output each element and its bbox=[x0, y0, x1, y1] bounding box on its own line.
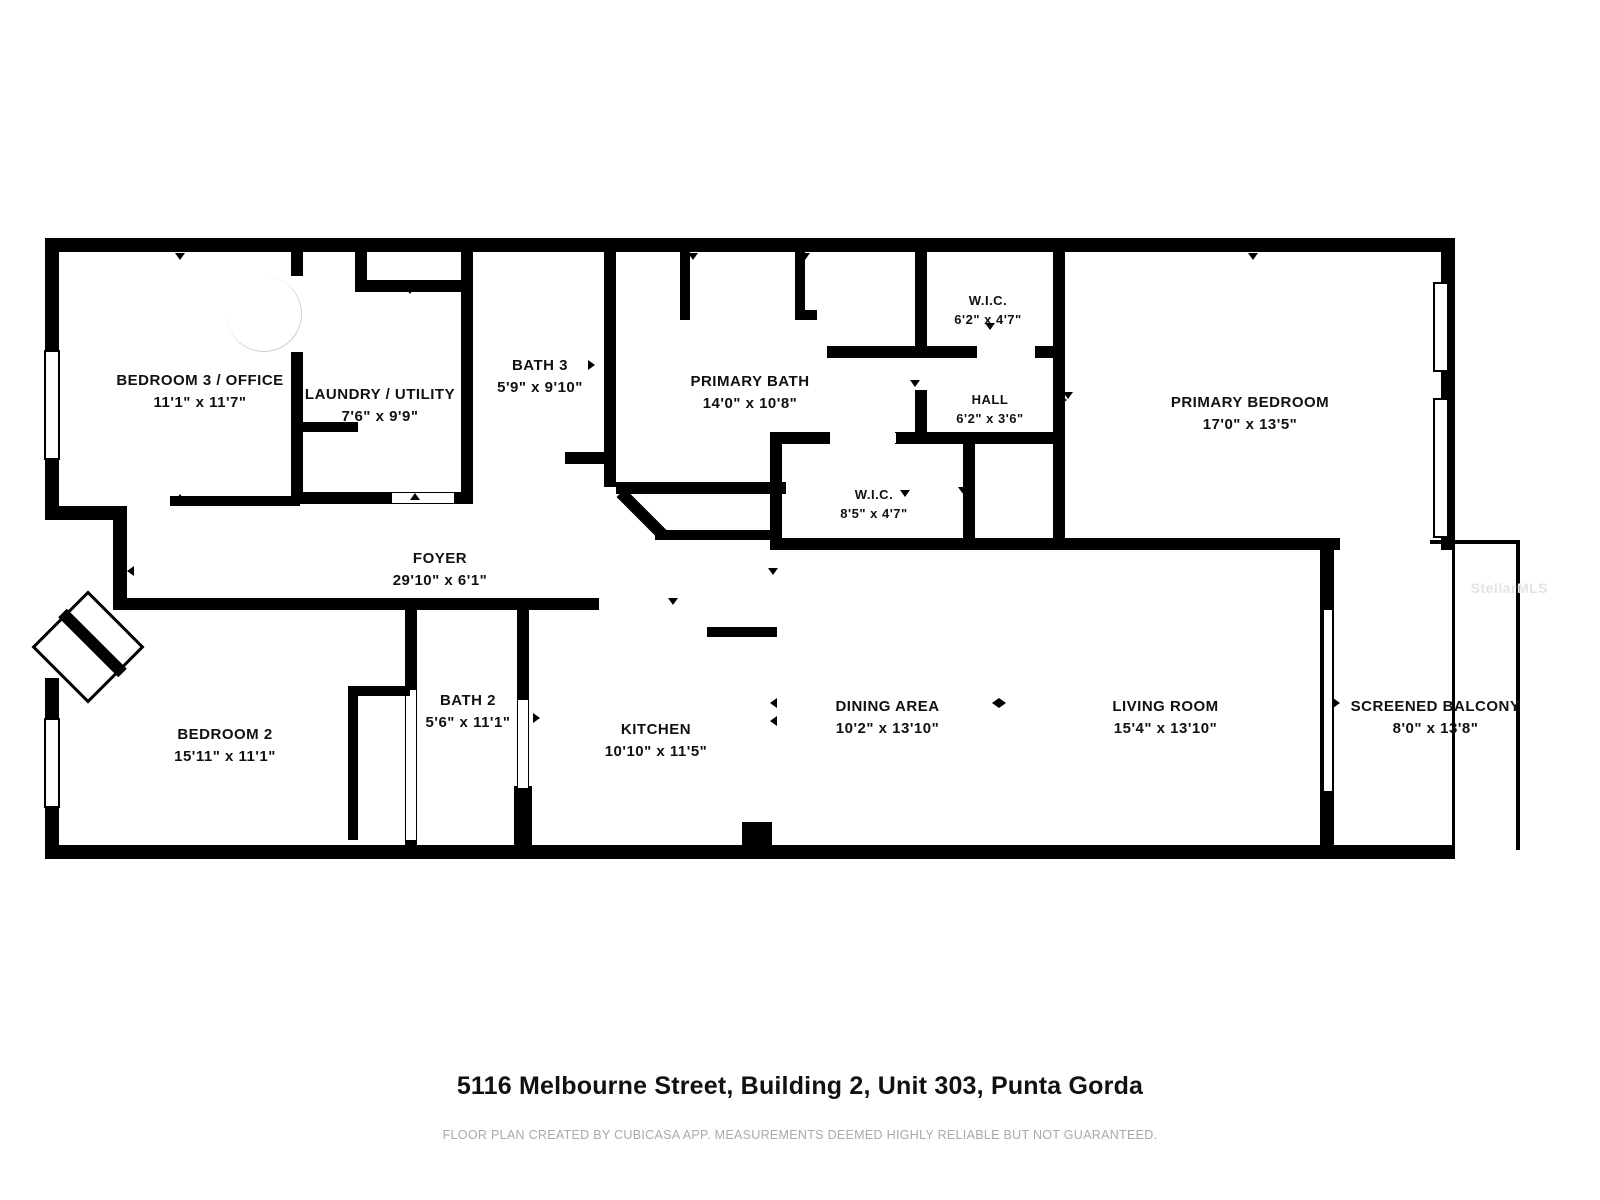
wall-hall-bottom bbox=[895, 432, 1065, 444]
page-title: 5116 Melbourne Street, Building 2, Unit 303, Punta Gorda bbox=[456, 1072, 1144, 1100]
room-dims: 15'11" x 11'1" bbox=[174, 747, 276, 765]
kitchen-pillar bbox=[742, 822, 772, 858]
room-label-bath-3 bbox=[440, 355, 640, 399]
window-bedroom2-left bbox=[44, 718, 60, 808]
tick-arrow bbox=[1430, 845, 1440, 852]
tick-arrow bbox=[668, 598, 678, 605]
tick-arrow bbox=[992, 698, 999, 708]
window-primary-bedroom-right-2 bbox=[1433, 398, 1449, 538]
watermark: StellarMLS bbox=[1470, 580, 1548, 596]
room-label-primary-bath bbox=[650, 371, 850, 415]
room-label-screened-balcony bbox=[1338, 696, 1533, 740]
tick-arrow bbox=[768, 568, 778, 575]
wall-foyer-top bbox=[489, 598, 599, 610]
room-name: LAUNDRY / UTILITY bbox=[304, 386, 456, 403]
room-name: FOYER bbox=[412, 550, 468, 567]
tick-arrow bbox=[405, 287, 415, 294]
wall-primarybath-bottom bbox=[616, 482, 786, 494]
room-dims: 29'10" x 6'1" bbox=[392, 571, 488, 589]
room-dims: 6'2" x 3'6" bbox=[956, 410, 1024, 426]
room-dims: 17'0" x 13'5" bbox=[1202, 415, 1298, 433]
tick-arrow bbox=[302, 600, 312, 607]
room-name: PRIMARY BEDROOM bbox=[1170, 394, 1330, 411]
wall-primarybath-stub-1 bbox=[680, 252, 690, 320]
room-dims: 14'0" x 10'8" bbox=[702, 394, 798, 412]
room-dims: 5'6" x 11'1" bbox=[425, 713, 511, 731]
room-dims: 7'6" x 9'9" bbox=[341, 407, 419, 425]
room-dims: 6'2" x 4'7" bbox=[954, 311, 1022, 327]
wall-primary-bedroom-bottom bbox=[1050, 538, 1340, 550]
wall-exterior-top-left bbox=[45, 238, 465, 252]
window-primary-bedroom-right-1 bbox=[1433, 282, 1449, 372]
door-wic-upper bbox=[977, 347, 1035, 357]
door-bath3 bbox=[473, 452, 565, 464]
room-label-dining-area bbox=[795, 696, 980, 740]
door-hall bbox=[830, 433, 896, 443]
room-label-primary-bedroom bbox=[1120, 392, 1380, 436]
wall-wic-upper-bottom bbox=[827, 346, 977, 358]
tick-arrow bbox=[410, 493, 420, 500]
wall-bedroom2-right bbox=[405, 598, 417, 684]
wall-exterior-bottom bbox=[45, 845, 1320, 859]
room-name: BATH 2 bbox=[439, 692, 497, 709]
tick-arrow bbox=[770, 716, 777, 726]
room-name: W.I.C. bbox=[854, 487, 894, 502]
door-swing-bedroom3 bbox=[226, 276, 302, 352]
room-dims: 5'9" x 9'10" bbox=[497, 378, 583, 396]
room-dims: 15'4" x 13'10" bbox=[1113, 719, 1218, 737]
room-name: PRIMARY BATH bbox=[690, 373, 810, 390]
wall-exterior-top-right bbox=[465, 238, 1455, 252]
room-dims: 8'5" x 4'7" bbox=[840, 505, 908, 521]
wall-wic-lower-right bbox=[963, 444, 975, 550]
tick-arrow bbox=[999, 698, 1006, 708]
room-name: KITCHEN bbox=[620, 721, 692, 738]
wall-balcony-top bbox=[1430, 540, 1520, 544]
room-name: HALL bbox=[971, 392, 1009, 407]
tick-arrow bbox=[828, 346, 835, 356]
door-laundry bbox=[392, 493, 454, 503]
wall-wic-lower-right-outer bbox=[975, 538, 1050, 550]
room-name: DINING AREA bbox=[835, 698, 940, 715]
wall-wic-lower-left bbox=[770, 432, 782, 550]
room-dims: 11'1" x 11'7" bbox=[153, 393, 247, 411]
room-name: BEDROOM 3 / OFFICE bbox=[116, 372, 284, 389]
tick-arrow bbox=[910, 380, 920, 387]
room-label-hall bbox=[902, 391, 1078, 429]
room-label-foyer bbox=[340, 548, 540, 592]
wall-bath2-closet-vert bbox=[348, 686, 358, 840]
wall-living-balcony-bottom-stub bbox=[1320, 793, 1334, 851]
room-name: LIVING ROOM bbox=[1112, 698, 1219, 715]
tick-arrow bbox=[1160, 543, 1170, 550]
window-bedroom3-left bbox=[44, 350, 60, 460]
tick-arrow bbox=[688, 253, 698, 260]
room-label-living-room bbox=[1073, 696, 1258, 740]
room-dims: 10'10" x 11'5" bbox=[604, 742, 708, 760]
wall-bath3-right-lower bbox=[560, 452, 616, 464]
tick-arrow bbox=[232, 600, 242, 607]
tick-arrow bbox=[770, 698, 777, 708]
tick-arrow bbox=[127, 566, 134, 576]
disclaimer-text: FLOOR PLAN CREATED BY CUBICASA APP. MEASUREMENTS DEEMED HIGHLY RELIABLE BUT NOT GUARANTEED. bbox=[442, 1128, 1158, 1142]
wall-bedroom3-right bbox=[291, 238, 303, 276]
room-name: BEDROOM 2 bbox=[177, 726, 273, 743]
wall-bath2-right-lower bbox=[514, 786, 532, 856]
wall-laundry-left-vert bbox=[355, 238, 367, 292]
tick-arrow bbox=[175, 253, 185, 260]
wall-primarybath-stub-3 bbox=[795, 310, 817, 320]
kitchen-counter bbox=[707, 627, 777, 637]
tick-arrow bbox=[175, 494, 185, 501]
room-label-bedroom-2 bbox=[125, 724, 325, 768]
room-label-wic-lower bbox=[786, 486, 962, 524]
tick-arrow bbox=[918, 845, 928, 852]
room-name: SCREENED BALCONY bbox=[1350, 698, 1521, 715]
room-label-wic-upper bbox=[900, 292, 1076, 330]
room-name: BATH 3 bbox=[511, 357, 569, 374]
room-dims: 10'2" x 13'10" bbox=[835, 719, 940, 737]
wall-bedroom3-bottom-2 bbox=[170, 496, 300, 506]
wall-left-connector bbox=[113, 506, 127, 602]
wall-primarybath-bottom-2 bbox=[655, 530, 775, 540]
tick-arrow bbox=[1248, 253, 1258, 260]
room-dims: 8'0" x 13'8" bbox=[1392, 719, 1479, 737]
room-label-kitchen bbox=[566, 719, 746, 763]
room-name: W.I.C. bbox=[968, 293, 1008, 308]
tick-arrow bbox=[1158, 845, 1168, 852]
room-label-bath-2 bbox=[378, 690, 558, 734]
tick-arrow bbox=[800, 253, 810, 260]
wall-wic-lower-bottom bbox=[770, 538, 975, 550]
